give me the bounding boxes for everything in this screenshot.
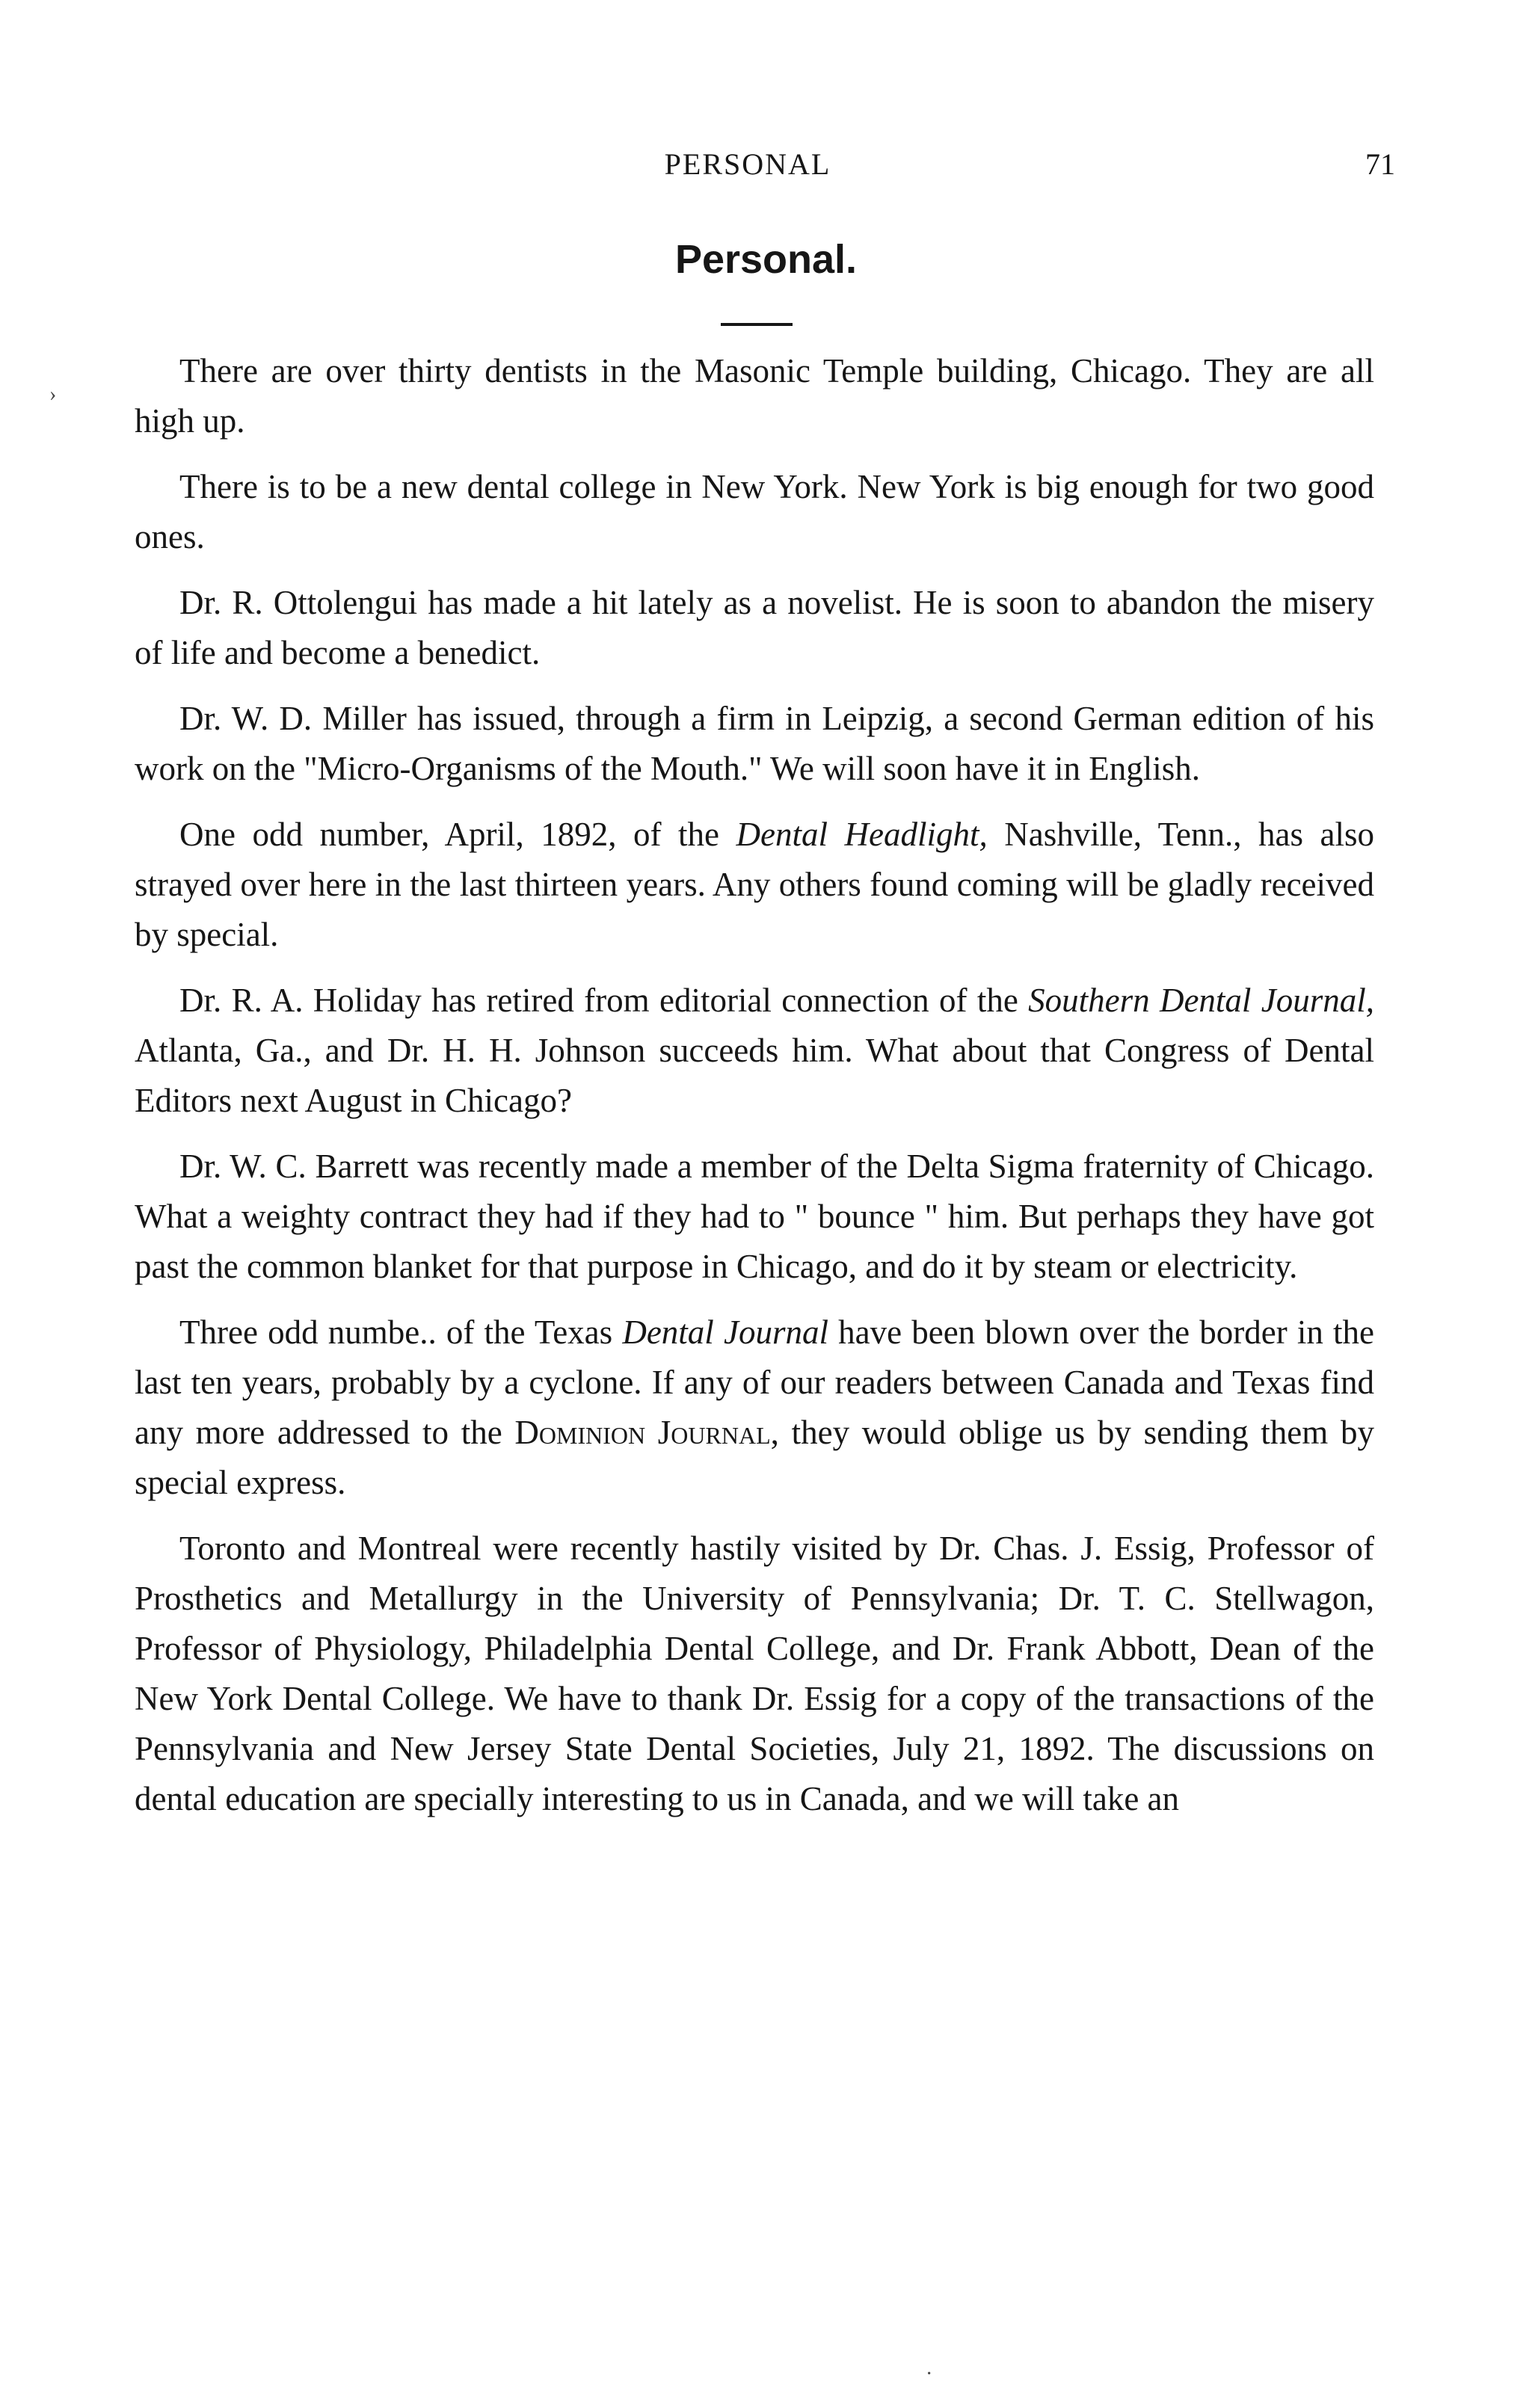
paragraph-new-york-college: There is to be a new dental college in New York. New York is big enough for two good ones. — [135, 468, 1374, 555]
paragraph-barrett: Dr. W. C. Barrett was recently made a member of the Delta Sigma fraternity of Chicago. What a weighty contract they had if they had to " bounce " him. But perhaps they have got past the common blanket for that purpose in Chicago, and do it by steam or electricity. — [135, 1148, 1374, 1285]
journal-title: Dental Headlight, — [736, 816, 988, 853]
page-number: 71 — [1365, 147, 1395, 181]
paragraph-texas-journal — [135, 1308, 1374, 1508]
paragraph-miller: Dr. W. D. Miller has issued, through a firm in Leipzig, a second German edition of his work on the "Micro-Organisms of the Mouth." We will soon have it in English. — [135, 700, 1374, 787]
paragraph-ottolengui: Dr. R. Ottolengui has made a hit lately as a novelist. He is soon to abandon the misery of life and become a benedict. — [135, 584, 1374, 671]
paragraph-holiday — [135, 976, 1374, 1126]
paragraph-essig-visit: Toronto and Montreal were recently hastily visited by Dr. Chas. J. Essig, Professor of Prosthetics and Metallurgy in the University of Pennsylvania; Dr. T. C. Stellwagon, Professor of Physiology, Philadelphia Dental College, and Dr. Frank Abbott, Dean of the New York Dental College. We have to thank Dr. Essig for a copy of the transactions of the Pennsylvania and New Jersey State Dental Societies, July 21, 1892. The discussions on dental education are specially interesting to us in Canada, and we will take an — [135, 1530, 1374, 1817]
journal-title-smallcaps: Dominion Journal — [514, 1414, 771, 1451]
title-rule — [721, 323, 793, 326]
paragraph-text: Three odd numbe.. of the Texas — [179, 1314, 623, 1351]
paragraph-dental-headlight — [135, 810, 1374, 960]
running-head: PERSONAL — [664, 147, 831, 181]
paragraph-text: Nashville, Tenn., has also strayed over here in the last thirteen years. Any others found coming will be gladly received by special. — [135, 816, 1374, 953]
article-body — [135, 346, 1374, 1840]
journal-title: Dental Journal — [622, 1314, 828, 1351]
paragraph-text: One odd number, April, 1892, of the — [179, 816, 736, 853]
paragraph-text: Dr. R. A. Holiday has retired from editorial connection of the — [179, 982, 1029, 1019]
paragraph-text: have been blown over the border in the last ten years, probably by a cyclone. If any of our readers between Canada and Texas find any more addressed to the — [135, 1314, 1374, 1451]
section-title: Personal. — [674, 237, 858, 282]
paragraph-text: , they would oblige us by sending them by special express. — [135, 1414, 1374, 1501]
paragraph-text: Atlanta, Ga., and Dr. H. H. Johnson succeeds him. What about that Congress of Dental Editors next August in Chicago? — [135, 1032, 1374, 1119]
print-dot: · — [926, 2362, 933, 2386]
journal-title: Southern Dental Journal, — [1028, 982, 1374, 1019]
paragraph-masonic-temple: There are over thirty dentists in the Masonic Temple building, Chicago. They are all high up. — [135, 352, 1374, 440]
margin-mark: › — [49, 383, 57, 406]
